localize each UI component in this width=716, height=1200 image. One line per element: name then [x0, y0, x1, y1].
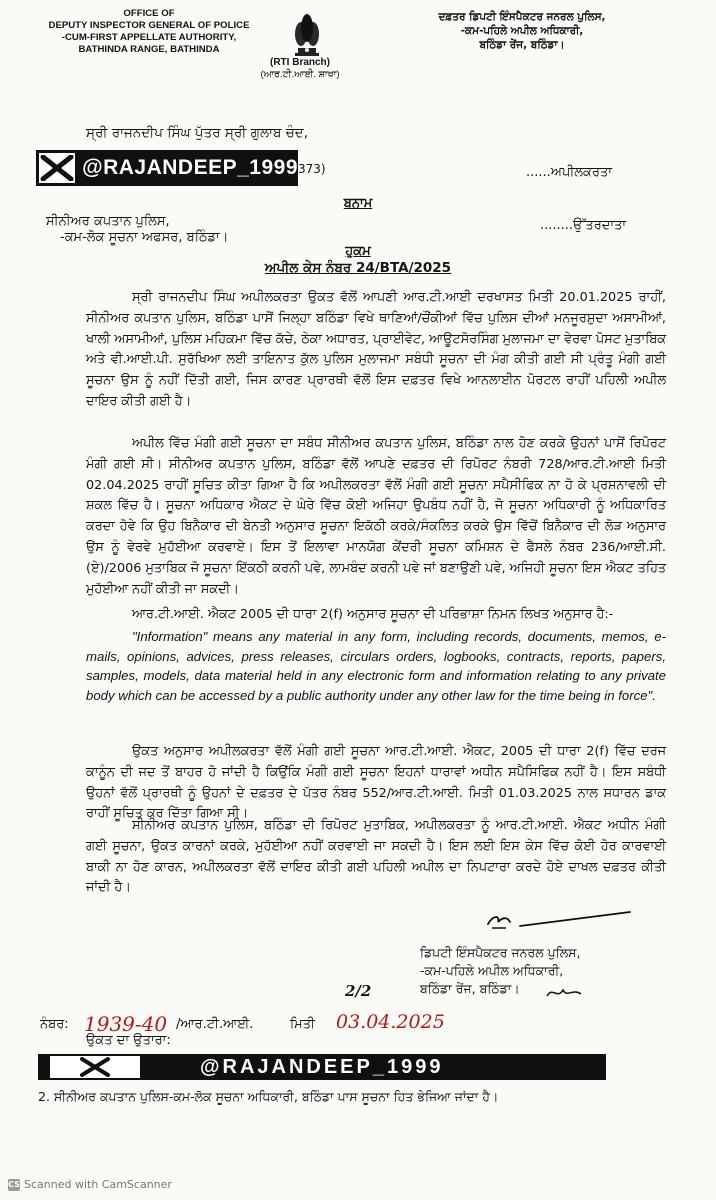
- respondent-line-1: ਸੀਨੀਅਰ ਕਪਤਾਨ ਪੁਲਿਸ,: [46, 214, 170, 229]
- header-line: BATHINDA RANGE, BATHINDA: [78, 44, 220, 55]
- header-line: -CUM-FIRST APPELLATE AUTHORITY,: [61, 32, 237, 43]
- paragraph-2: ਅਪੀਲ ਵਿੱਚ ਮੰਗੀ ਗਈ ਸੂਚਨਾ ਦਾ ਸਬੰਧ ਸੀਨੀਅਰ ਕਪਤਾਨ ਪੁਲਿਸ, ਬਠਿੰਡਾ ਨਾਲ ਹੋਣ ਕਰਕੇ ਉਹਨਾਂ ਪਾਸੋਂ ਰਿਪੋਰਟ ਮੰਗੀ ਗਈ ਸੀ। ਸੀਨੀਅਰ ਕਪਤਾਨ ਪੁਲਿਸ, ਬਠਿੰਡਾ ਵੱਲੋਂ ਆਪਣੇ ਦਫ਼ਤਰ ਦੀ ਰਿਪੋਰਟ ਨੰਬਰੀ 728/ਆਰ.ਟੀ.ਆਈ ਮਿਤੀ 02.04.2025 ਰਾਹੀਂ ਸੂਚਿਤ ਕੀਤਾ ਗਿਆ ਹੈ ਕਿ ਅਪੀਲਕਰਤਾ ਵੱਲੋਂ ਮੰਗੀ ਗਈ ਸੂਚਨਾ ਸਪੈਸੀਫਿਕ ਨਾ ਹੋ ਕੇ ਪ੍ਰਸ਼ਨਾਵਲੀ ਦੀ ਸ਼ਕਲ ਵਿੱਚ ਹੈ। ਸੂਚਨਾ ਅਧਿਕਾਰ ਐਕਟ ਦੇ ਘੇਰੇ ਵਿੱਚ ਕੋਈ ਅਜਿਹਾ ਉਪਬੰਧ ਨਹੀਂ ਹੈ, ਜੋ ਸੂਚਨਾ ਅਧਿਕਾਰੀ ਨੂੰ ਅਧਿਕਾਰਿਤ ਕਰਦਾ ਹੋਵੇ ਕਿ ਉਹ ਬਿਨੈਕਾਰ ਦੀ ਬੇਨਤੀ ਅਨੁਸਾਰ ਸੂਚਨਾ ਇਕੱਠੀ ਕਰਕੇ/ਸੰਕਲਿਤ ਕਰਕੇ ਉਸ ਵਿੱਚੋਂ ਬਿਨੈਕਾਰ ਦੀ ਲੋੜ ਅਨੁਸਾਰ ਉਸ ਨੂੰ ਵੇਰਵੇ ਮੁਹੱਈਆ ਕਰਵਾਏ। ਇਸ ਤੋਂ ਇਲਾਵਾ ਮਾਨਯੋਗ ਕੇਂਦਰੀ ਸੂਚਨਾ ਕਮਿਸ਼ਨ ਦੇ ਫੈਸਲੇ ਨੰਬਰ 236/ਆਈ.ਸੀ.(ਏ)/2006 ਮੁਤਾਬਿਕ ਜੋ ਸੂਚਨਾ ਇੱਕਠੀ ਕਰਨੀ ਪਵੇ, ਲਾਮਬੰਦ ਕਰਨੀ ਪਵੇ ਜਾਂ ਬਣਾਉਣੀ ਪਵੇ, ਅਜਿਹੀ ਸੂਚਨਾ ਇਸ ਐਕਟ ਤਹਿਤ ਮੁਹੱਈਆ ਨਹੀਂ ਕੀਤੀ ਜਾ ਸਕਦੀ।: [86, 436, 666, 597]
- header-line: ਦਫ਼ਤਰ ਡਿਪਟੀ ਇੰਸਪੈਕਟਰ ਜਨਰਲ ਪੁਲਿਸ,: [438, 11, 606, 23]
- case-number: ਅਪੀਲ ਕੇਸ ਨੰਬਰ 24/BTA/2025: [264, 260, 452, 276]
- appellant-label: ......ਅਪੀਲਕਰਤਾ: [526, 165, 613, 180]
- signatory-role: -ਕਮ-ਪਹਿਲੇ ਅਪੀਲ ਅਧਿਕਾਰੀ,: [420, 963, 564, 978]
- appellant-name: ਸ੍ਰੀ ਰਾਜਨਦੀਪ ਸਿੰਘ ਪੁੱਤਰ ਸ੍ਰੀ ਗੁਲਾਬ ਚੰਦ,: [86, 125, 309, 141]
- copy-to-label: ਉਕਤ ਦਾ ਉਤਾਰਾ:: [86, 1033, 171, 1048]
- watermark-handle: @RAJANDEEP_1999: [82, 156, 298, 179]
- information-definition-quote: "Information" means any material in any form, including records, documents, memos, e-mails, opinions, advices, press releases, circulars orders, logbooks, contracts, reports, papers, samples, models, data material held in any electronic form and information relating to any private body which can be accessed by a public authority under any other law for the time being in force".: [86, 629, 666, 703]
- paragraph-4: ਉਕਤ ਅਨੁਸਾਰ ਅਪੀਲਕਰਤਾ ਵੱਲੋਂ ਮੰਗੀ ਗਈ ਸੂਚਨਾ ਆਰ.ਟੀ.ਆਈ. ਐਕਟ, 2005 ਦੀ ਧਾਰਾ 2(f) ਵਿੱਚ ਦਰਜ ਕਾਨੂੰਨ ਦੀ ਜਦ ਤੋਂ ਬਾਹਰ ਹੋ ਜਾਂਦੀ ਹੈ ਕਿਉਂਕਿ ਮੰਗੀ ਗਈ ਸੂਚਨਾ ਇਹਨਾਂ ਧਾਰਾਵਾਂ ਅਧੀਨ ਸਪੈਸਿਫਿਕ ਨਹੀਂ ਹੈ। ਇਸ ਸਬੰਧੀ ਉਹਨਾਂ ਵੱਲੋਂ ਪ੍ਰਾਰਥੀ ਨੂੰ ਉਹਨਾਂ ਦੇ ਦਫ਼ਤਰ ਦੇ ਪੱਤਰ ਨੰਬਰ 552/ਆਰ.ਟੀ.ਆਈ. ਮਿਤੀ 01.03.2025 ਨਾਲ ਸਧਾਰਨ ਡਾਕ ਰਾਹੀਂ ਸੂਚਿਤ ਕਰ ਦਿੱਤਾ ਗਿਆ ਸੀ।: [86, 744, 666, 822]
- signature-initials: 2/2: [345, 982, 372, 1000]
- respondent-label: ........ਉੱਤਰਦਾਤਾ: [540, 218, 627, 233]
- watermark-banner-bottom: [38, 1054, 606, 1080]
- order-title: ਹੁਕਮ: [345, 244, 371, 259]
- copy-item-2: 2. ਸੀਨੀਅਰ ਕਪਤਾਨ ਪੁਲਿਸ-ਕਮ-ਲੋਕ ਸੂਚਨਾ ਅਧਿਕਾਰੀ, ਬਠਿੰਡਾ ਪਾਸ ਸੂਚਨਾ ਹਿਤ ਭੇਜਿਆ ਜਾਂਦਾ ਹੈ।: [38, 1089, 499, 1104]
- header-line: -ਕਮ-ਪਹਿਲੇ ਅਪੀਲ ਅਧਿਕਾਰੀ,: [460, 25, 584, 37]
- signatory-designation: ਡਿਪਟੀ ਇੰਸਪੈਕਟਰ ਜਨਰਲ ਪੁਲਿਸ,: [420, 945, 581, 960]
- dispatch-number: 1939-40: [84, 1012, 168, 1036]
- signatory-office: ਬਠਿੰਡਾ ਰੇਂਜ, ਬਠਿੰਡਾ।: [420, 981, 520, 996]
- header-line: ਬਠਿੰਡਾ ਰੇਂਜ, ਬਠਿੰਡਾ।: [479, 39, 565, 51]
- dispatch-number-label: ਨੰਬਰ:: [40, 1017, 69, 1032]
- header-line: OFFICE OF: [123, 8, 175, 19]
- camscanner-text: Scanned with CamScanner: [24, 1178, 172, 1191]
- x-logo-icon: [39, 153, 75, 183]
- office-header-punjabi: [392, 10, 652, 52]
- x-logo-icon: [50, 1056, 140, 1078]
- paragraph-1: ਸ੍ਰੀ ਰਾਜਨਦੀਪ ਸਿੰਘ ਅਪੀਲਕਰਤਾ ਉਕਤ ਵੱਲੋਂ ਆਪਣੀ ਆਰ.ਟੀ.ਆਈ ਦਰਖਾਸਤ ਮਿਤੀ 20.01.2025 ਰਾਹੀਂ, ਸੀਨੀਅਰ ਕਪਤਾਨ ਪੁਲਿਸ, ਬਠਿੰਡਾ ਪਾਸੋਂ ਜਿਲ੍ਹਾ ਬਠਿੰਡਾ ਵਿਖੇ ਥਾਣਿਆਂ/ਚੌਂਕੀਆਂ ਵਿੱਚ ਪੁਲਿਸ ਦੀਆਂ ਮਨਜੂਰਸ਼ੁਦਾ ਅਸਾਮੀਆਂ, ਖਾਲੀ ਅਸਾਮੀਆਂ, ਪੁਲਿਸ ਮਹਿਕਮਾ ਵਿੱਚ ਕੱਚੇ, ਠੇਕਾ ਅਧਾਰਤ, ਪ੍ਰਾਈਵੇਟ, ਆਊਟਸੋਰਸਿੰਗ ਮੁਲਾਜਮਾ ਦਾ ਵੇਰਵਾ ਪੋਸਟ ਮੁਤਾਬਿਕ ਅਤੇ ਵੀ.ਆਈ.ਪੀ. ਸੁਰੱਖਿਆ ਲਈ ਤਾਇਨਾਤ ਕੁੱਲ ਪੁਲਿਸ ਮੁਲਾਜਮਾ ਸਬੰਧੀ ਸੂਚਨਾ ਦੀ ਮੰਗ ਕੀਤੀ ਗਈ ਸੀ ਪ੍ਰੰਤੂ ਮੰਗੀ ਗਈ ਸੂਚਨਾ ਉਸ ਨੂੰ ਨਹੀਂ ਦਿੱਤੀ ਗਈ, ਜਿਸ ਕਾਰਣ ਪ੍ਰਾਰਥੀ ਵੱਲੋਂ ਇਸ ਦਫ਼ਤਰ ਵਿਖੇ ਆਨਲਾਈਨ ਪੋਰਟਲ ਰਾਹੀਂ ਪਹਿਲੀ ਅਪੀਲ ਦਾਇਰ ਕੀਤੀ ਗਈ ਹੈ।: [86, 290, 666, 409]
- camscanner-footer: [8, 1178, 172, 1191]
- dispatch-rti-label: /ਆਰ.ਟੀ.ਆਈ.: [176, 1017, 254, 1032]
- signature-block: [420, 944, 650, 998]
- office-header-english: [44, 8, 254, 56]
- camscanner-icon: CS: [8, 1180, 20, 1189]
- address-tail: 373): [298, 162, 326, 176]
- watermark-banner-top: [36, 150, 298, 186]
- respondent-line-2: -ਕਮ-ਲੋਕ ਸੂਚਨਾ ਅਫਸਰ, ਬਠਿੰਡਾ।: [60, 230, 229, 245]
- rti-branch-label: [230, 57, 370, 81]
- branch-name: (RTI Branch): [270, 57, 330, 68]
- paragraph-3: ਆਰ.ਟੀ.ਆਈ. ਐਕਟ 2005 ਦੀ ਧਾਰਾ 2(f) ਅਨੁਸਾਰ ਸੂਚਨਾ ਦੀ ਪਰਿਭਾਸ਼ਾ ਨਿਮਨ ਲਿਖਤ ਅਨੁਸਾਰ ਹੈ:-: [132, 607, 614, 622]
- branch-name-punjabi: (ਆਰ.ਟੀ.ਆਈ. ਸ਼ਾਖਾ): [260, 69, 340, 80]
- dispatch-date: 03.04.2025: [336, 1011, 445, 1033]
- state-emblem-icon: [285, 10, 329, 58]
- versus-label: ਬਨਾਮ: [343, 196, 373, 211]
- header-line: DEPUTY INSPECTOR GENERAL OF POLICE: [48, 20, 250, 31]
- watermark-handle: @RAJANDEEP_1999: [200, 1055, 444, 1078]
- initial-scribble-icon: [545, 984, 585, 1002]
- paragraph-5: ਸੀਨੀਅਰ ਕਪਤਾਨ ਪੁਲਿਸ, ਬਠਿੰਡਾ ਦੀ ਰਿਪੋਰਟ ਮੁਤਾਬਿਕ, ਅਪੀਲਕਰਤਾ ਨੂੰ ਆਰ.ਟੀ.ਆਈ. ਐਕਟ ਅਧੀਨ ਮੰਗੀ ਗਈ ਸੂਚਨਾ, ਉਕਤ ਕਾਰਨਾਂ ਕਰਕੇ, ਮੁਹੱਈਆ ਨਹੀਂ ਕਰਵਾਈ ਜਾ ਸਕਦੀ ਹੈ। ਇਸ ਲਈ ਇਸ ਕੇਸ ਵਿੱਚ ਕੋਈ ਹੋਰ ਕਾਰਵਾਈ ਬਾਕੀ ਨਾ ਹੋਣ ਕਾਰਨ, ਅਪੀਲਕਰਤਾ ਵੱਲੋਂ ਦਾਇਰ ਕੀਤੀ ਗਈ ਪਹਿਲੀ ਅਪੀਲ ਦਾ ਨਿਪਟਾਰਾ ਕਰਦੇ ਹੋਏ ਦਾਖਲ ਦਫ਼ਤਰ ਕੀਤੀ ਜਾਂਦੀ ਹੈ।: [86, 818, 666, 896]
- dispatch-date-label: ਮਿਤੀ: [290, 1017, 315, 1032]
- handwritten-signature-icon: [480, 908, 640, 932]
